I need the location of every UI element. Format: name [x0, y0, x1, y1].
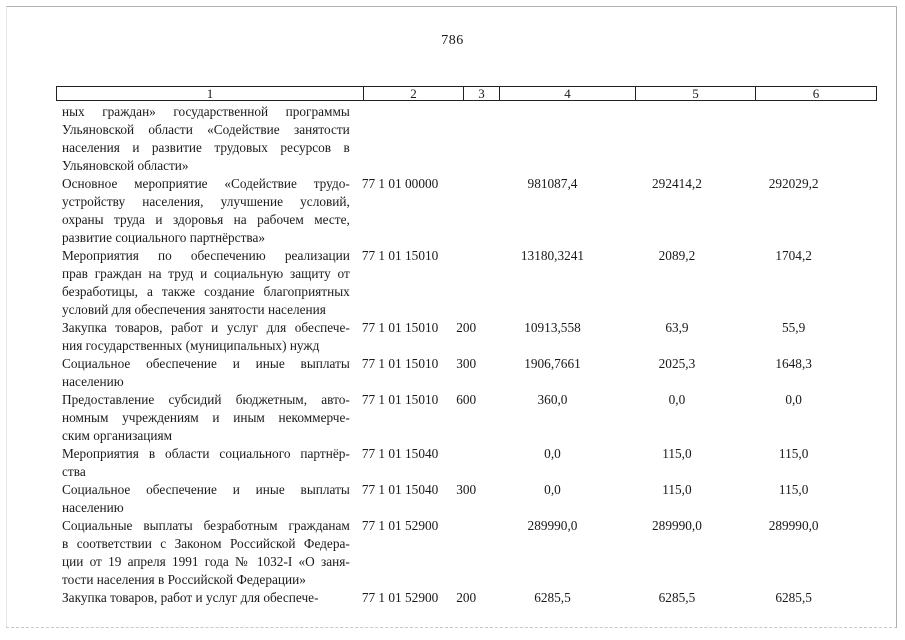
row-expense-type: 300 — [456, 356, 477, 371]
row-value-col6: 1648,3 — [775, 356, 812, 371]
row-value-col4: 360,0 — [537, 392, 568, 407]
table-row — [62, 355, 852, 391]
row-value-col5: 289990,0 — [652, 518, 702, 533]
row-value-col5: 115,0 — [662, 482, 692, 497]
table-body — [62, 103, 852, 607]
row-code: 77 1 01 15040 — [361, 482, 439, 497]
row-code: 77 1 01 15010 — [361, 392, 439, 407]
row-name-line: населения и развитие трудовых ресурсов в — [62, 140, 350, 155]
row-value-col4: 10913,558 — [524, 320, 581, 335]
row-name-line: Закупка товаров, работ и услуг для обеспече- — [62, 590, 319, 605]
table-row — [62, 247, 852, 319]
row-name-line: Социальные выплаты безработным гражданам — [62, 518, 350, 533]
row-name — [62, 517, 350, 589]
row-value-col5: 292414,2 — [652, 176, 702, 191]
row-name-line: Ульяновской области «Содействие занятости — [62, 122, 350, 137]
row-name-line: ства — [62, 464, 86, 479]
row-name-line: охраны труда и здоровья на рабочем месте, — [62, 212, 350, 227]
row-value-col4: 1906,7661 — [524, 356, 581, 371]
row-name-line: Закупка товаров, работ и услуг для обеспече- — [62, 320, 350, 335]
row-value-col6: 289990,0 — [768, 518, 819, 533]
row-name — [62, 103, 350, 175]
table-row — [62, 391, 852, 445]
row-name-line: Мероприятия по обеспечению реализации — [62, 248, 350, 263]
row-value-col6: 0,0 — [785, 392, 802, 407]
row-name-line: Основное мероприятие «Содействие трудо- — [62, 176, 350, 191]
row-code: 77 1 01 52900 — [361, 518, 439, 533]
table-row — [62, 103, 852, 175]
row-value-col4: 289990,0 — [527, 518, 578, 533]
row-name-line: Ульяновской области» — [62, 158, 189, 173]
row-value-col6: 115,0 — [778, 482, 809, 497]
row-name — [62, 391, 350, 445]
row-value-col5: 2025,3 — [658, 356, 696, 371]
row-code: 77 1 01 52900 — [361, 590, 439, 605]
row-name-line: ных граждан» государственной программы — [62, 104, 350, 119]
table-row — [62, 175, 852, 247]
row-value-col5: 63,9 — [665, 320, 689, 335]
row-code: 77 1 01 15010 — [361, 356, 439, 371]
row-name — [62, 445, 350, 481]
row-value-col6: 6285,5 — [775, 590, 812, 605]
header-col-3: 3 — [464, 87, 500, 100]
row-expense-type: 200 — [456, 320, 477, 335]
header-col-4: 4 — [500, 87, 636, 100]
header-col-1: 1 — [57, 87, 364, 100]
row-expense-type: 200 — [456, 590, 477, 605]
row-name-line: прав граждан на труд и социальную защиту от — [62, 266, 350, 281]
table-row — [62, 445, 852, 481]
row-name-line: безработицы, а также создание благоприятных — [62, 284, 350, 299]
row-value-col6: 115,0 — [778, 446, 809, 461]
row-value-col5: 6285,5 — [658, 590, 696, 605]
row-code: 77 1 01 00000 — [361, 176, 439, 191]
row-name — [62, 247, 350, 319]
row-value-col5: 0,0 — [668, 392, 686, 407]
row-name-line: населению — [62, 374, 124, 389]
row-name-line: населению — [62, 500, 124, 515]
row-name-line: ции от 19 апреля 1991 года № 1032-I «О заня- — [62, 554, 350, 569]
header-col-2: 2 — [364, 87, 464, 100]
row-name-line: развитие социального партнёрства» — [62, 230, 266, 245]
header-col-5: 5 — [636, 87, 756, 100]
row-name-line: Предоставление субсидий бюджетным, авто- — [62, 392, 350, 407]
table-header — [56, 86, 877, 101]
row-value-col6: 55,9 — [782, 320, 806, 335]
row-name — [62, 319, 350, 355]
row-name-line: тости населения в Российской Федерации» — [62, 572, 306, 587]
row-value-col6: 1704,2 — [775, 248, 812, 263]
row-name-line: Социальное обеспечение и иные выплаты — [62, 482, 350, 497]
row-name-line: Социальное обеспечение и иные выплаты — [62, 356, 350, 371]
table-row — [62, 481, 852, 517]
row-name-line: устройству населения, улучшение условий, — [62, 194, 350, 209]
table-row — [62, 589, 852, 607]
row-code: 77 1 01 15040 — [361, 446, 439, 461]
row-value-col5: 115,0 — [662, 446, 692, 461]
row-name — [62, 589, 350, 607]
row-name-line: номным учреждениям и иным некоммерче- — [62, 410, 350, 425]
row-value-col6: 292029,2 — [768, 176, 819, 191]
row-name-line: ским организациям — [62, 428, 173, 443]
row-name — [62, 175, 350, 247]
table-row — [62, 517, 852, 589]
row-name-line: Мероприятия в области социального партнёр- — [62, 446, 350, 461]
row-value-col5: 2089,2 — [658, 248, 696, 263]
header-col-6: 6 — [812, 86, 820, 101]
page-number: 786 — [441, 33, 464, 48]
row-value-col4: 6285,5 — [534, 590, 571, 605]
row-name-line: условий для обеспечения занятости населения — [62, 302, 326, 317]
row-code: 77 1 01 15010 — [361, 320, 439, 335]
row-expense-type: 600 — [456, 392, 477, 407]
row-expense-type: 300 — [456, 482, 477, 497]
row-value-col4: 0,0 — [544, 482, 561, 497]
row-value-col4: 981087,4 — [527, 176, 578, 191]
row-name — [62, 355, 350, 391]
row-name-line: в соответствии с Законом Российской Федера- — [62, 536, 350, 551]
row-name-line: ния государственных (муниципальных) нужд — [62, 338, 320, 353]
row-value-col4: 0,0 — [544, 446, 561, 461]
row-value-col4: 13180,3241 — [520, 248, 585, 263]
row-name — [62, 481, 350, 517]
table-row — [62, 319, 852, 355]
row-code: 77 1 01 15010 — [361, 248, 439, 263]
